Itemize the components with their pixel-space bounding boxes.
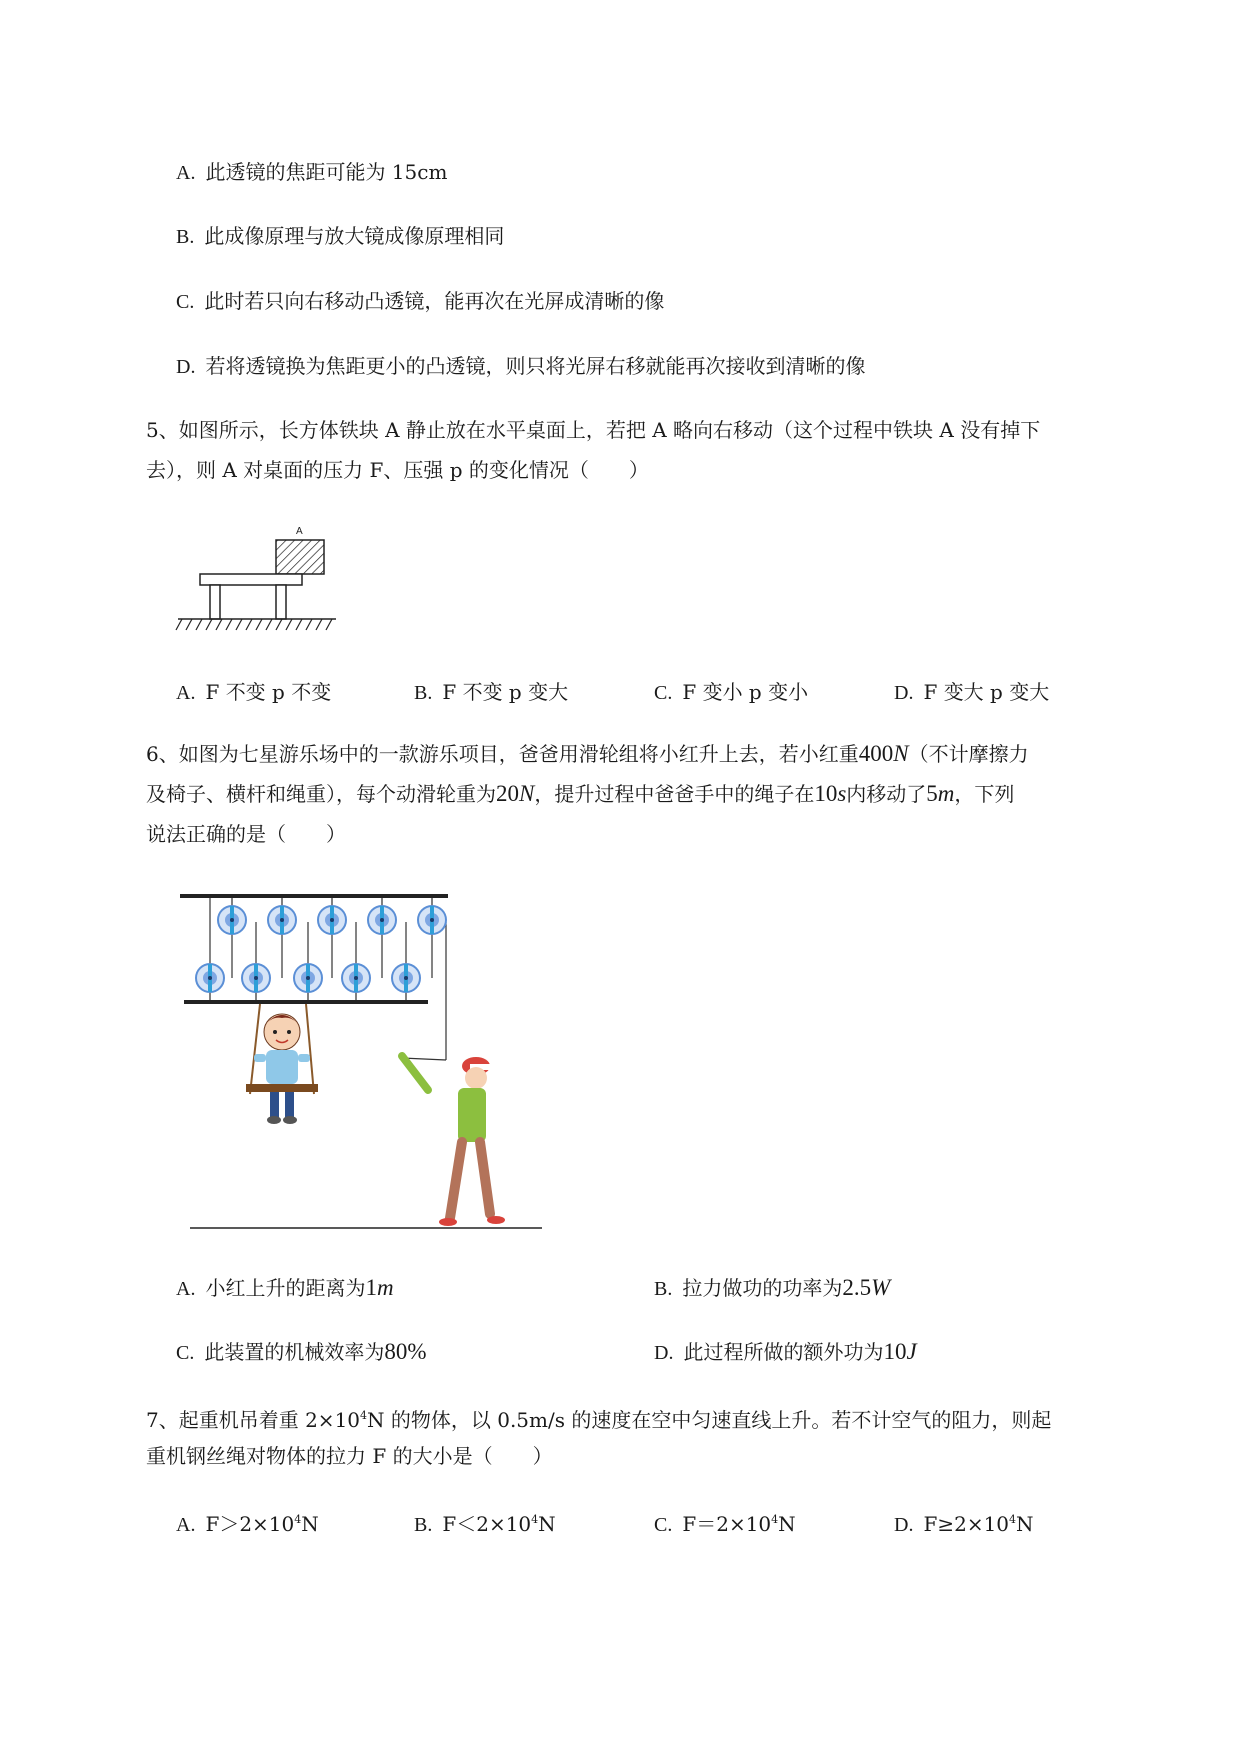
pulley <box>368 898 396 934</box>
q4-option-a <box>176 158 447 187</box>
option-exponent: 4 <box>1009 1513 1017 1526</box>
q6-pulley-weight-value: 20 <box>496 781 519 806</box>
pulley <box>218 898 246 934</box>
option-letter: D. <box>894 1514 914 1536</box>
q7-text: N 的物体，以 0.5m/s 的速度在空中匀速直线上升。若不计空气的阻力，则起 <box>367 1408 1052 1432</box>
option-letter: B. <box>176 226 195 248</box>
option-unit: N <box>778 1512 796 1536</box>
option-value: 10 <box>883 1339 907 1364</box>
option-letter: C. <box>654 1514 673 1536</box>
ground-hatch <box>176 619 332 630</box>
option-letter: A. <box>176 682 196 704</box>
pulley <box>294 964 322 1000</box>
option-unit: J <box>906 1339 917 1364</box>
pulley <box>268 898 296 934</box>
q7-text: 7、起重机吊着重 2×10 <box>146 1408 361 1432</box>
pulley <box>318 898 346 934</box>
option-text: 此透镜的焦距可能为 15cm <box>205 160 448 184</box>
q6-option-c <box>176 1338 427 1367</box>
q6-distance-value: 5 <box>926 781 938 806</box>
q7-option-a <box>176 1506 319 1539</box>
option-unit: N <box>1016 1512 1034 1536</box>
father-head <box>465 1067 487 1089</box>
option-letter: B. <box>654 1278 673 1300</box>
option-unit: N <box>301 1512 319 1536</box>
option-letter: D. <box>654 1342 674 1364</box>
option-text: F＜2×10 <box>442 1512 532 1536</box>
q7-stem-line-2: 重机钢丝绳对物体的拉力 F 的大小是（ ） <box>146 1444 553 1468</box>
option-letter: D. <box>176 356 196 378</box>
q6-text: 6、如图为七星游乐场中的一款游乐项目，爸爸用滑轮组将小红升上去，若小红重 <box>146 742 859 766</box>
q6-time-value: 10 <box>814 781 838 806</box>
option-unit: W <box>871 1275 891 1300</box>
option-letter: D. <box>894 682 914 704</box>
pulley <box>392 964 420 1000</box>
option-text: 小红上升的距离为 <box>205 1276 366 1300</box>
q5-option-b <box>414 678 568 707</box>
swing-seat <box>246 1084 318 1092</box>
moving-pulleys <box>196 964 420 1000</box>
child-shirt <box>266 1050 298 1084</box>
q5-table-figure <box>170 520 350 640</box>
option-letter: C. <box>176 291 195 313</box>
option-letter: B. <box>414 1514 433 1536</box>
q6-option-d <box>654 1338 917 1367</box>
option-text: 此过程所做的额外功为 <box>683 1340 884 1364</box>
q7-option-d <box>894 1506 1034 1539</box>
moving-bar <box>184 1000 428 1004</box>
option-letter: A. <box>176 1278 196 1300</box>
father <box>402 1056 505 1226</box>
option-text: F 变大 p 变大 <box>923 680 1050 704</box>
option-text: 此成像原理与放大镜成像原理相同 <box>204 224 505 248</box>
option-text: F 变小 p 变小 <box>682 680 809 704</box>
top-bar <box>180 894 448 898</box>
option-letter: B. <box>414 682 433 704</box>
option-unit: m <box>376 1275 394 1300</box>
option-text: 拉力做功的功率为 <box>682 1276 843 1300</box>
q7-option-b <box>414 1506 556 1539</box>
q5-stem-line-1: 5、如图所示，长方体铁块 A 静止放在水平桌面上，若把 A 略向右移动（这个过程中铁块 A 没有掉下 <box>146 418 1041 442</box>
option-value: 2.5 <box>842 1275 872 1300</box>
option-text: F 不变 p 不变 <box>205 680 332 704</box>
table-leg-right <box>276 585 286 619</box>
option-text: 此装置的机械效率为 <box>204 1340 385 1364</box>
q6-text: ，提升过程中爸爸手中的绳子在 <box>534 782 815 806</box>
option-unit: N <box>538 1512 556 1536</box>
pulley <box>342 964 370 1000</box>
q6-distance-unit: m <box>937 781 955 806</box>
q6-text: （不计摩擦力 <box>908 742 1029 766</box>
q6-text: 内移动了 <box>846 782 927 806</box>
child-head <box>264 1014 300 1050</box>
q6-weight-unit: N <box>893 741 909 766</box>
q7-stem-line-1 <box>146 1402 1051 1434</box>
iron-block <box>276 540 324 574</box>
q4-option-d <box>176 352 865 381</box>
option-value: 80% <box>384 1339 427 1364</box>
pulley <box>196 964 224 1000</box>
q7-option-c <box>654 1506 796 1539</box>
q6-pulley-weight-unit: N <box>519 781 535 806</box>
table-leg-left <box>210 585 220 619</box>
q6-stem-line-2 <box>146 780 1014 808</box>
q5-option-d <box>894 678 1049 707</box>
option-text: F 不变 p 变大 <box>442 680 569 704</box>
option-exponent: 4 <box>771 1513 779 1526</box>
option-exponent: 4 <box>531 1513 539 1526</box>
option-letter: A. <box>176 162 196 184</box>
q6-option-a <box>176 1274 394 1303</box>
q6-text: ，下列 <box>954 782 1015 806</box>
option-value: 1 <box>365 1275 377 1300</box>
q5-stem-line-2: 去），则 A 对桌面的压力 F、压强 p 的变化情况（ ） <box>146 458 649 482</box>
q6-time-unit: s <box>837 781 847 806</box>
q6-option-b <box>654 1274 890 1303</box>
option-letter: C. <box>176 1342 195 1364</box>
option-text: F＞2×10 <box>205 1512 295 1536</box>
option-text: F≥2×10 <box>923 1512 1010 1536</box>
q5-option-a <box>176 678 331 707</box>
q4-option-b <box>176 222 504 251</box>
pulley <box>242 964 270 1000</box>
q6-stem-line-1 <box>146 740 1029 768</box>
option-text: F＝2×10 <box>682 1512 772 1536</box>
swing-child <box>246 1004 318 1124</box>
q6-text: 及椅子、横杆和绳重），每个动滑轮重为 <box>146 782 496 806</box>
q6-stem-line-3: 说法正确的是（ ） <box>146 822 346 846</box>
option-letter: C. <box>654 682 673 704</box>
block-label: A <box>296 526 303 537</box>
q6-pulley-figure <box>170 880 560 1240</box>
option-letter: A. <box>176 1514 196 1536</box>
q6-weight-value: 400 <box>858 741 894 766</box>
table-top <box>200 574 302 585</box>
option-text: 若将透镜换为焦距更小的凸透镜，则只将光屏右移就能再次接收到清晰的像 <box>205 354 866 378</box>
q7-exponent: 4 <box>360 1409 368 1422</box>
father-jacket <box>458 1088 486 1142</box>
option-text: 此时若只向右移动凸透镜，能再次在光屏成清晰的像 <box>204 289 665 313</box>
option-exponent: 4 <box>294 1513 302 1526</box>
fixed-pulleys <box>218 898 446 934</box>
q5-option-c <box>654 678 808 707</box>
q4-option-c <box>176 287 664 316</box>
pulley <box>418 898 446 934</box>
